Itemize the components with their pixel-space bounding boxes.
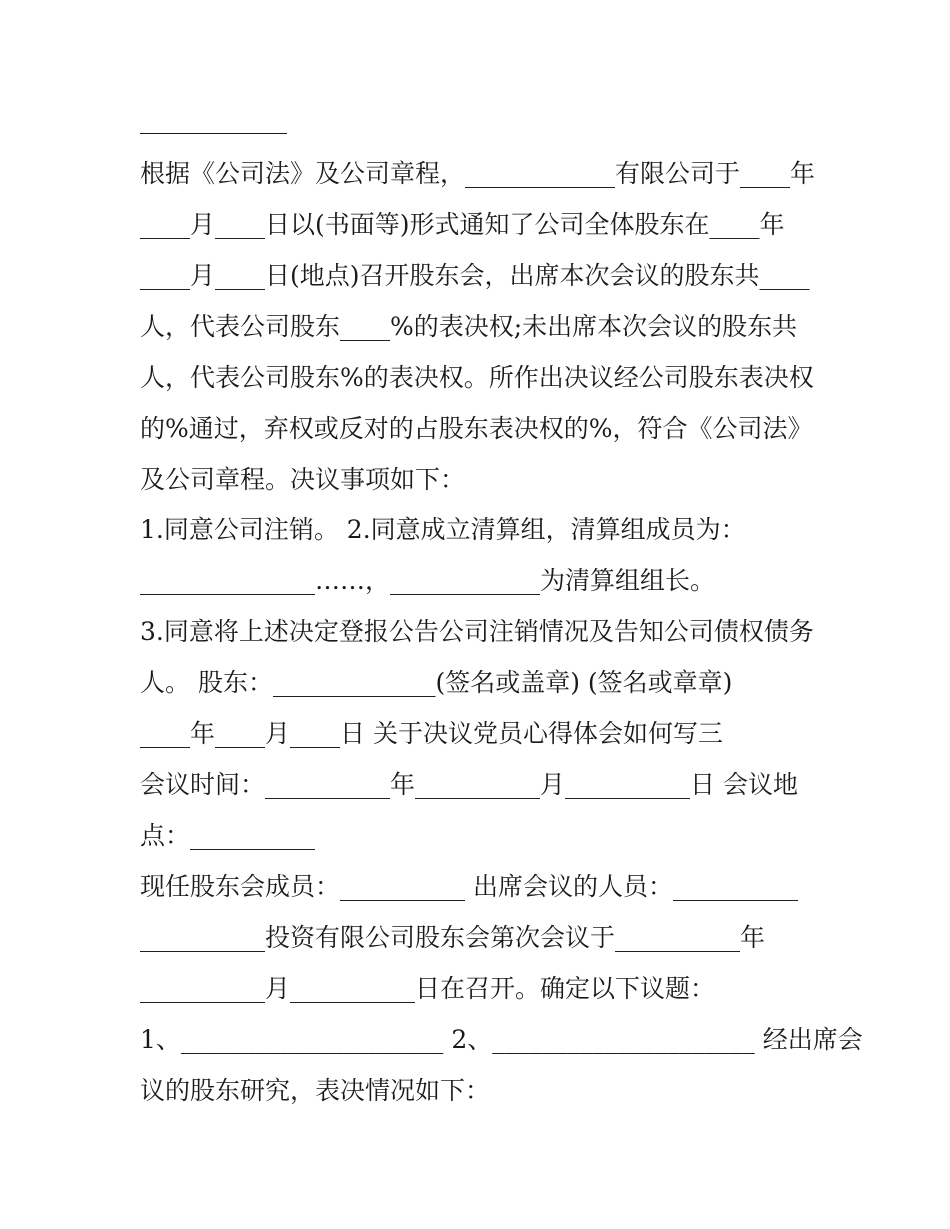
meeting-time-line: 会议时间：__________年__________月__________日 会议地: [140, 770, 798, 799]
resolution-item: 3.同意将上述决定登报公告公司注销情况及告知公司债权债务: [140, 617, 814, 646]
meeting-place-line: 点：__________: [140, 821, 316, 850]
paragraph-line: 议的股东研究，表决情况如下：: [140, 1076, 491, 1105]
paragraph-line: ____月____日以(书面等)形式通知了公司全体股东在____年: [140, 210, 785, 239]
paragraph-line: __________月__________日在召开。确定以下议题：: [140, 974, 716, 1003]
signature-line: 人。 股东：_____________(签名或盖章) (签名或章章): [140, 668, 733, 697]
paragraph-line: ______________……，____________为清算组组长。: [140, 566, 716, 595]
resolution-item: 1.同意公司注销。 2.同意成立清算组，清算组成员为：: [140, 515, 746, 544]
paragraph-line: 人，代表公司股东%的表决权。所作出决议经公司股东表决权: [140, 363, 814, 392]
paragraph-line: ____月____日(地点)召开股东会，出席本次会议的股东共____: [140, 261, 810, 290]
paragraph-line: 根据《公司法》及公司章程，____________有限公司于____年: [140, 159, 816, 188]
paragraph-line: 人，代表公司股东____%的表决权;未出席本次会议的股东共: [140, 312, 798, 341]
date-line: ____年____月____日 关于决议党员心得体会如何写三: [140, 719, 723, 748]
members-line: 现任股东会成员：__________ 出席会议的人员：__________: [140, 872, 798, 901]
paragraph-line: 的%通过，弃权或反对的占股东表决权的%，符合《公司法》: [140, 414, 813, 443]
paragraph-line: 及公司章程。决议事项如下：: [140, 465, 466, 494]
agenda-line: 1、_____________________ 2、_____________________ 经出席会: [140, 1025, 863, 1054]
paragraph-line: __________投资有限公司股东会第次会议于__________年: [140, 923, 766, 952]
header-blank-rule: [140, 133, 287, 134]
